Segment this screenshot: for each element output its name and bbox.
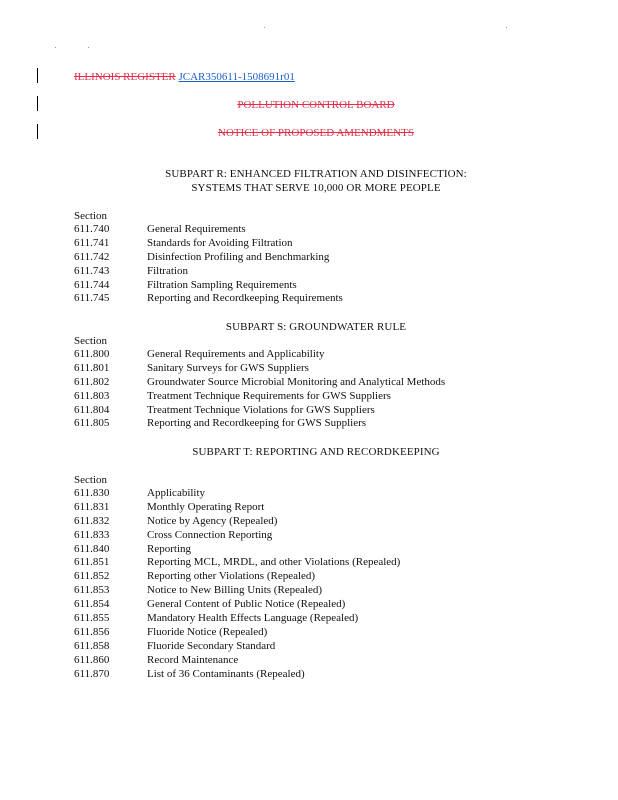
section-row [74,390,554,404]
section-number: 611.840 [74,542,110,555]
section-row [74,404,554,418]
section-title: Sanitary Surveys for GWS Suppliers [147,361,309,374]
section-row [74,626,554,640]
notice-header [0,127,618,140]
register-deleted-text: ILLINOIS REGISTER [74,71,176,83]
subpart-s-section-label: Section [74,335,107,347]
subpart-s-title: SUBPART S: GROUNDWATER RULE [225,321,407,333]
section-row [74,348,554,362]
subpart-t-title: SUBPART T: REPORTING AND RECORDKEEPING [192,446,440,458]
section-row [74,223,554,237]
section-row [74,598,554,612]
section-number: 611.855 [74,612,110,625]
scan-speck [506,27,507,28]
section-number: 611.852 [74,570,110,583]
section-title: Filtration [147,264,188,277]
section-row [74,529,554,543]
section-title: Notice to New Billing Units (Repealed) [147,584,323,597]
section-row [74,265,554,279]
section-row [74,543,554,557]
section-title: Standards for Avoiding Filtration [147,236,293,249]
section-title: Fluoride Notice (Repealed) [147,625,268,638]
section-number: 611.851 [74,556,110,569]
section-row [74,376,554,390]
scan-speck [88,47,89,48]
section-row [74,279,554,293]
register-header [74,71,295,84]
section-title: Disinfection Profiling and Benchmarking [147,250,330,263]
section-number: 611.831 [74,500,110,513]
section-title: General Requirements [147,223,246,235]
section-number: 611.743 [74,264,110,277]
section-row [74,668,554,682]
change-bar [37,68,38,83]
section-number: 611.854 [74,598,110,611]
subpart-r-section-label: Section [74,210,107,222]
section-row [74,292,554,306]
section-number: 611.856 [74,625,110,638]
section-title: General Requirements and Applicability [147,348,325,360]
section-row [74,501,554,515]
section-title: General Content of Public Notice (Repealed) [147,598,346,611]
section-title: Reporting and Recordkeeping Requirements [147,292,343,305]
section-number: 611.802 [74,375,110,388]
subpart-t-section-list [74,487,554,681]
subpart-t-section-label: Section [74,474,107,486]
section-number: 611.803 [74,389,110,402]
subpart-s-section-list [74,348,554,431]
section-title: Reporting other Violations (Repealed) [147,570,316,583]
section-number: 611.860 [74,653,110,666]
section-title: Groundwater Source Microbial Monitoring and Analytical Methods [147,375,446,388]
section-number: 611.742 [74,250,110,263]
section-row [74,362,554,376]
subpart-r-title-line1: SUBPART R: ENHANCED FILTRATION AND DISINFECTION: [165,168,467,180]
subpart-r-section-list [74,223,554,306]
section-row [74,584,554,598]
section-row [74,612,554,626]
section-number: 611.858 [74,639,110,652]
section-number: 611.830 [74,487,110,499]
section-number: 611.800 [74,348,110,360]
section-title: Monthly Operating Report [147,500,265,513]
section-row [74,640,554,654]
section-number: 611.853 [74,584,110,597]
section-title: List of 36 Contaminants (Repealed) [147,667,305,680]
section-number: 611.745 [74,292,110,305]
subpart-r-title-line2: SYSTEMS THAT SERVE 10,000 OR MORE PEOPLE [191,182,441,194]
section-row [74,487,554,501]
section-title: Filtration Sampling Requirements [147,278,297,291]
section-number: 611.804 [74,403,110,416]
scan-speck [55,47,56,48]
section-title: Cross Connection Reporting [147,528,273,541]
section-title: Mandatory Health Effects Language (Repealed) [147,612,359,625]
section-row [74,654,554,668]
section-number: 611.805 [74,417,110,430]
section-title: Reporting [147,542,191,555]
section-row [74,570,554,584]
section-title: Record Maintenance [147,653,239,666]
section-title: Fluoride Secondary Standard [147,639,276,652]
section-row [74,251,554,265]
section-number: 611.870 [74,667,110,680]
notice-header-text: NOTICE OF PROPOSED AMENDMENTS [218,127,414,139]
section-number: 611.832 [74,514,110,527]
section-title: Applicability [147,487,206,499]
board-header-text: POLLUTION CONTROL BOARD [237,99,395,111]
section-title: Treatment Technique Requirements for GWS Suppliers [147,389,391,402]
section-title: Notice by Agency (Repealed) [147,514,278,527]
section-number: 611.833 [74,528,110,541]
section-title: Reporting MCL, MRDL, and other Violations (Repealed) [147,556,401,569]
section-row [74,417,554,431]
section-number: 611.740 [74,223,110,235]
section-row [74,515,554,529]
section-number: 611.801 [74,361,110,374]
section-title: Reporting and Recordkeeping for GWS Suppliers [147,417,367,430]
section-number: 611.744 [74,278,110,291]
section-number: 611.741 [74,236,110,249]
section-row [74,237,554,251]
section-row [74,556,554,570]
board-header [0,99,618,112]
section-title: Treatment Technique Violations for GWS Suppliers [147,403,375,416]
scan-speck [264,27,265,28]
register-inserted-text: JCAR350611-1508691r01 [178,71,295,83]
